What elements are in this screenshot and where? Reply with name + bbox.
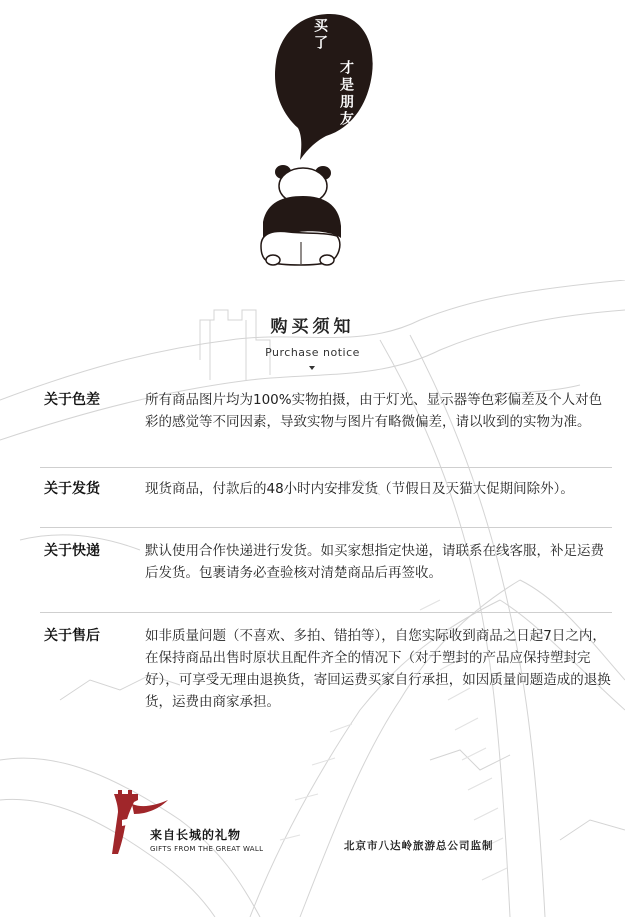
supervisor-text: 北京市八达岭旅游总公司监制 xyxy=(344,840,494,852)
divider xyxy=(40,467,612,468)
brand-name-english: GIFTS FROM THE GREAT WALL xyxy=(150,845,264,853)
page-subtitle: Purchase notice xyxy=(265,346,360,359)
bubble-text-line-1: 买了 xyxy=(312,18,328,52)
notice-label: 关于色差 xyxy=(44,392,100,408)
notice-shipping xyxy=(40,478,612,524)
caret-down-icon xyxy=(309,366,315,370)
divider xyxy=(40,612,612,613)
brand-name-chinese: 来自长城的礼物 xyxy=(150,828,242,842)
panda-illustration xyxy=(253,160,345,268)
notice-label: 关于快递 xyxy=(44,543,100,559)
notice-courier xyxy=(40,540,612,610)
notice-text: 如非质量问题（不喜欢、多拍、错拍等），自您实际收到商品之日起7日之内，在保持商品出售时原状且配件齐全的情况下（对于塑封的产品应保持塑封完好），可享受无理由退换货，寄回运费买家自行承担，如因质量问题造成的退换货，运费由商家承担。 xyxy=(145,628,611,710)
notice-color-difference xyxy=(40,389,612,459)
notice-text: 默认使用合作快递进行发货。如买家想指定快递，请联系在线客服，补足运费后发货。包裹请务必查验核对清楚商品后再签收。 xyxy=(145,543,604,581)
notice-label: 关于售后 xyxy=(44,628,100,644)
notice-text: 所有商品图片均为100%实物拍摄，由于灯光、显示器等色彩偏差及个人对色彩的感觉等不同因素，导致实物与图片有略微偏差，请以收到的实物为准。 xyxy=(145,392,603,430)
divider xyxy=(40,527,612,528)
notice-after-sales xyxy=(40,625,612,740)
bubble-text-line-2: 才是朋友 xyxy=(338,60,354,128)
notice-label: 关于发货 xyxy=(44,481,100,497)
notice-text: 现货商品，付款后的48小时内安排发货（节假日及天猫大促期间除外）。 xyxy=(145,481,574,497)
page-title: 购买须知 xyxy=(270,317,355,337)
